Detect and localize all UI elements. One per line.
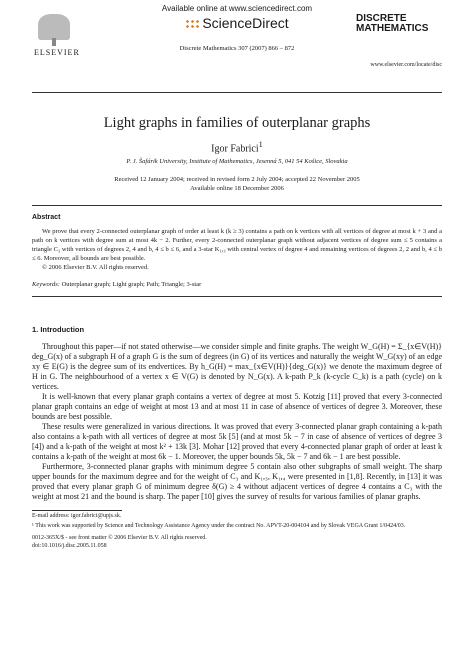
abstract-copyright: © 2006 Elsevier B.V. All rights reserved. [42,264,149,272]
article-title: Light graphs in families of outerplanar graphs [103,115,371,131]
issn-line [32,535,442,550]
journal-title-line1: DISCRETE [356,13,407,24]
journal-url[interactable]: www.elsevier.com/locate/disc [370,62,442,68]
abstract-heading: Abstract [32,214,61,222]
doi[interactable]: doi:10.1016/j.disc.2005.11.058 [32,542,107,549]
footnote-rule [32,510,122,511]
abstract-block [32,205,442,297]
header-rule [32,92,442,93]
header-center [122,4,352,52]
keywords [32,281,442,288]
sciencedirect-logo [122,15,352,31]
abstract-text: We prove that every 2-connected outerplanar graph of order at least k (k ≥ 3) contains a path on k vertices with all vertices of degree at most k + 3 and a path on k vertices with degree sum at most 4k − 2. Further, every 2-connected outerplanar graph without adjacent vertices of degree sum ≤ 5 contains a triangle C₃ with vertices of degrees 2, 4 and b, 4 ≤ b ≤ 6, and a 3-star K₁,₃ with central vertex of degree 4 and remaining vertices of degrees 2, 2 and b, 4 ≤ b ≤ 6. Moreover, all bounds are best possible. [32,228,442,263]
body-paragraph: Furthermore, 3-connected planar graphs with minimum degree 5 contain also other subgraphs of small weight. The sharp upper bounds for the maximum degree and for the weight of C₃ and K₁,₃, K₁,₄ were presented in [1,8]. Recently, in [13] it was proved that every planar graph G of minimum degree δ(G) ≥ 4 without adjacent vertices of degree 4 contains a C₃ with the weight at most 21 and the bound is sharp. The paper [10] gives the survey of results for various families of planar graphs. [32,462,442,502]
keywords-label: Keywords: [32,281,60,289]
author-name: Igor Fabrici [211,143,259,155]
elsevier-logo [34,14,80,57]
body-paragraph: It is well-known that every planar graph contains a vertex of degree at most 5. Kotzig [11] proved that every 3-connected planar graph contains an edge of weight at most 13 and at most 11 in case of absence of vertices of degree 3. Moreover, these bounds are best possible. [32,392,442,422]
journal-reference: Discrete Mathematics 307 (2007) 866 – 872 [179,45,295,52]
issn: 0012-365X/$ - see front matter © 2006 Elsevier B.V. All rights reserved. [32,535,207,542]
journal-header [32,0,442,92]
body-paragraph: These results were generalized in various directions. It was proved that every 3-connected planar graph containing a k-path also contains a k-path with all vertices of degree at most 5k [5] (and at most 5k − 7 in case of absence of vertices of degree 3 [4]) and a k-path of the weight at most k² + 13k [3]. Mohar [12] proved that every 4-connected planar graph of order at least k contains a k-path of the weight at most 6k − 1. Moreover, the upper bounds 5k, 5k − 7 and 6k − 1 are best possible. [32,422,442,462]
received-dates: Received 12 January 2004; received in revised form 2 July 2004; accepted 22 November 2005 [114,176,360,184]
body-paragraph: Throughout this paper—if not stated otherwise—we consider simple and finite graphs. The weight W_G(H) = Σ_{x∈V(H)} deg_G(x) of a subgraph H of a graph G is the sum of degrees (in G) of its vertices and naturally the weight W_G(xy) of an edge xy ∈ E(G) is the degree sum of its endvertices. By h_G(H) = max_{x∈V(H)}{deg_G(x)} we denote the maximum degree of H in G. The neighbourhood of a vertex x ∈ V(G) is denoted by N_G(x). A k-path P_k (k-cycle C_k) is a path (cycle) on k vertices. [32,342,442,392]
author-line [32,140,442,154]
publisher-name: ELSEVIER [34,48,80,57]
footnote-email[interactable]: E-mail address: igor.fabrici@upjs.sk. [32,513,122,520]
footnote-grant: ¹ This work was supported by Science and Technology Assistance Agency under the contract No. APVT-20-004104 and by Slovak VEGA Grant 1/0424/03. [32,522,406,529]
affiliation: P. J. Šafárik University, Institute of Mathematics, Jesenná 5, 041 54 Košice, Slovakia [126,158,348,166]
online-date: Available online 18 December 2006 [190,185,284,193]
elsevier-tree-icon [38,14,70,40]
sciencedirect-dots-icon [185,19,199,29]
article-dates [32,175,442,193]
journal-title-line2: MATHEMATICS [356,23,429,34]
journal-branding [356,14,442,68]
section-heading: 1. Introduction [32,325,85,335]
author-footnote-mark[interactable]: 1 [258,140,263,149]
keywords-list: Outerplanar graph; Light graph; Path; Triangle; 3-star [61,281,202,289]
availability-note: Available online at www.sciencedirect.com [161,4,313,13]
platform-name: ScienceDirect [202,15,289,31]
